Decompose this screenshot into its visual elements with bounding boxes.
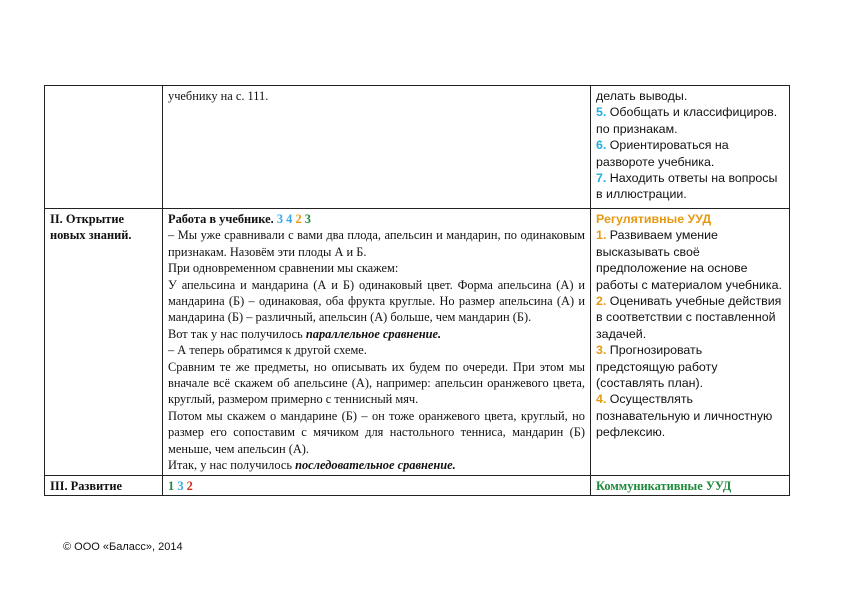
work-text: Потом мы скажем о мандарине (Б) – он тоже оранжевого цвета, круглый, но размер его сопоставим с мячиком для настольного тенниса, мандарин (Б) меньше, чем апельсин (А). — [168, 408, 585, 456]
work-text: При одновременном сравнении мы скажем: — [168, 261, 399, 276]
stage-cell — [45, 209, 163, 476]
uud-cell — [591, 475, 790, 495]
work-text: – А теперь обратимся к другой схеме. — [168, 343, 367, 358]
emphasis-parallel: параллельное сравнение. — [305, 326, 442, 341]
uud-number: 3. — [596, 343, 607, 358]
work-text: учебнику на с. 111. — [168, 89, 269, 103]
stage-title: III. Развитие — [50, 478, 122, 493]
exercise-numbers: 1 3 2 — [168, 478, 193, 493]
exercise-numbers: 3 4 2 3 — [276, 212, 311, 226]
stage-cell — [45, 86, 163, 209]
stage-cell — [45, 475, 163, 495]
uud-item: 3. Прогнозировать предстоящую работу (составлять план). — [596, 343, 718, 391]
work-cell — [163, 86, 591, 209]
table-row — [45, 475, 790, 495]
uud-number: 6. — [596, 138, 607, 153]
uud-number: 7. — [596, 171, 607, 186]
table-row — [45, 209, 790, 476]
uud-item: 4. Осуществлять познавательную и личностную рефлексию. — [596, 392, 773, 440]
emphasis-sequential: последовательное сравнение. — [295, 458, 456, 473]
uud-number: 5. — [596, 105, 607, 120]
work-text: Сравним те же предметы, но описывать их будем по очереди. При этом мы вначале всё скажем об апельсине (А), например: апельсин оранжевого цвета, круглый, размером примерно с теннисный мяч. — [168, 359, 585, 407]
work-text: – Мы уже сравнивали с вами два плода, апельсин и мандарин, по одинаковым признакам. Назовём эти плоды А и Б. — [168, 228, 585, 259]
uud-cell — [591, 86, 790, 209]
work-text: Вот так у нас получилось параллельное сравнение. — [168, 326, 442, 341]
work-cell — [163, 475, 591, 495]
work-text: Итак, у нас получилось последовательное сравнение. — [168, 458, 456, 473]
uud-item: делать выводы. — [596, 89, 688, 103]
uud-item: 6. Ориентироваться на развороте учебника. — [596, 138, 729, 169]
uud-number: 2. — [596, 294, 607, 309]
uud-header: Регулятивные УУД — [596, 212, 712, 226]
uud-item: 1. Развиваем умение высказывать своё предположение на основе работы с материалом учебника. — [596, 228, 782, 292]
table-row — [45, 86, 790, 209]
work-cell — [163, 209, 591, 476]
copyright-footer: © ООО «Баласс», 2014 — [63, 541, 183, 553]
uud-item: 5. Обобщать и классифициров. по признакам. — [596, 105, 778, 136]
stage-title: II. Открытие новых знаний. — [50, 212, 132, 243]
lesson-plan-table — [44, 85, 790, 496]
uud-number: 1. — [596, 228, 607, 243]
uud-item: 2. Оценивать учебные действия в соответствии с поставленной задачей. — [596, 294, 782, 341]
work-header: Работа в учебнике. 3 4 2 3 — [168, 212, 311, 226]
work-text: У апельсина и мандарина (А и Б) одинаковый цвет. Форма апельсина (А) и мандарина (Б) – одинаковая, оба фрукта круглые. Но размер апельсина (А) и мандарина (Б) – различный, апельсин (А) больше, чем мандарин (Б). — [168, 277, 585, 325]
uud-item: 7. Находить ответы на вопросы в иллюстрации. — [596, 171, 778, 202]
uud-cell — [591, 209, 790, 476]
uud-number: 4. — [596, 392, 607, 407]
uud-header: Коммуникативные УУД — [596, 478, 732, 493]
